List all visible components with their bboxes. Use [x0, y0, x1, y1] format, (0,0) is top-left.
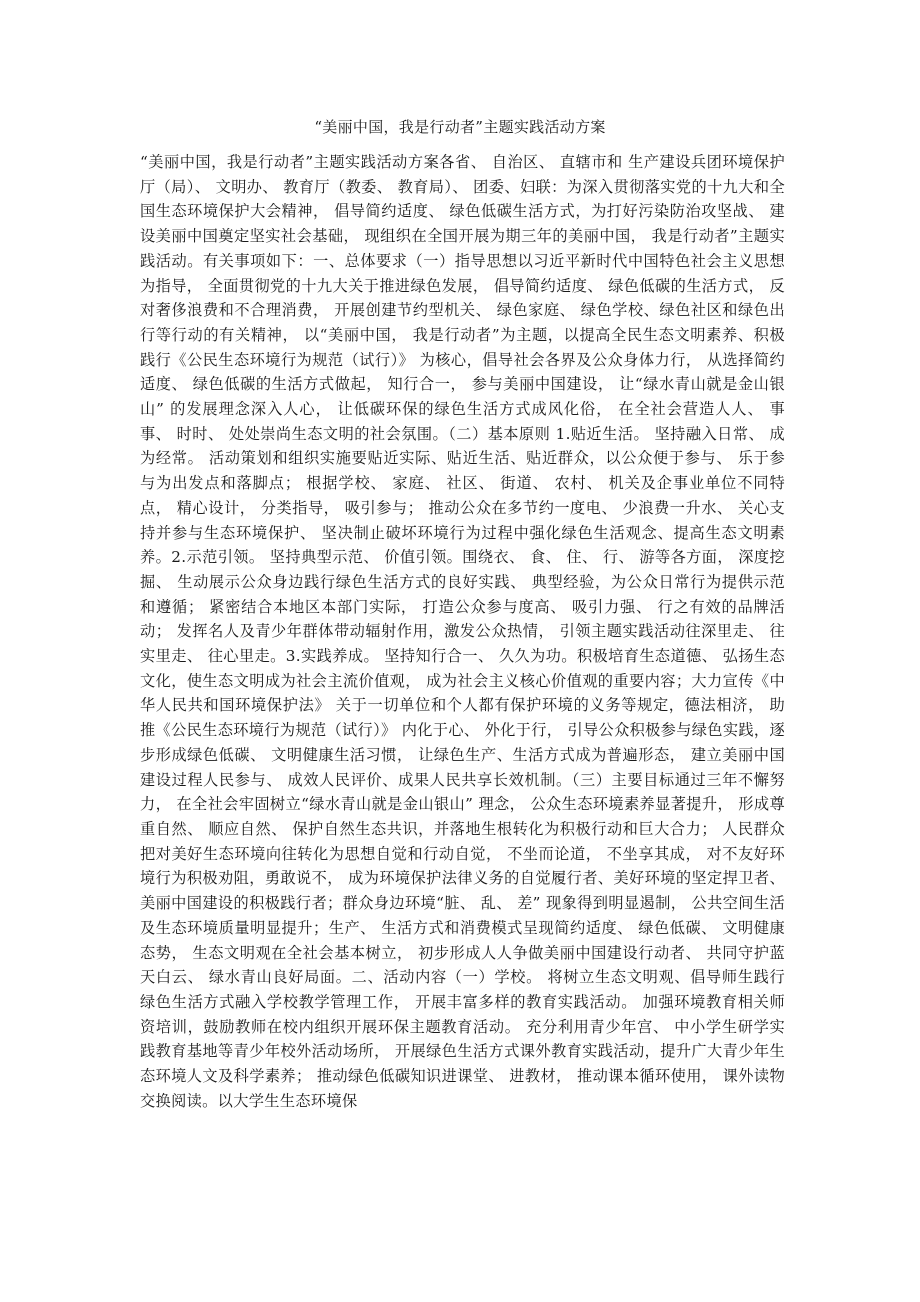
document-body-text: “美丽中国，我是行动者”主题实践活动方案各省、 自治区、 直辖市和 生产建设兵团环境保护厅（局）、 文明办、 教育厅（教委、 教育局）、 团委、妇联：为深入贯彻落实党的十九大和全国生态环境保护大会精神， 倡导简约适度、 绿色低碳生活方式，为打好污染防治攻坚战、 建设美丽中国奠定坚实社会基础， 现组织在全国开展为期三年的美丽中国， 我是行动者”主题实践活动。有关事项如下：一、总体要求（一）指导思想以习近平新时代中国特色社会主义思想为指导， 全面贯彻党的十九大关于推进绿色发展， 倡导简约适度、 绿色低碳的生活方式， 反对奢侈浪费和不合理消费， 开展创建节约型机关、 绿色家庭、 绿色学校、绿色社区和绿色出行等行动的有关精神， 以“美丽中国， 我是行动者”为主题，以提高全民生态文明素养、积极践行《公民生态环境行为规范（试行）》 为核心，倡导社会各界及公众身体力行， 从选择简约适度、 绿色低碳的生活方式做起， 知行合一， 参与美丽中国建设， 让“绿水青山就是金山银山” 的发展理念深入人心， 让低碳环保的绿色生活方式成风化俗， 在全社会营造人人、 事事、 时时、 处处崇尚生态文明的社会氛围。（二）基本原则 1.贴近生活。 坚持融入日常、 成为经常。 活动策划和组织实施要贴近实际、贴近生活、贴近群众，以公众便于参与、 乐于参与为出发点和落脚点； 根据学校、 家庭、 社区、 街道、 农村、 机关及企事业单位不同特点， 精心设计， 分类指导， 吸引参与； 推动公众在多节约一度电、 少浪费一升水、 关心支持并参与生态环境保护、 坚决制止破坏环境行为过程中强化绿色生活观念、提高生态文明素养。2.示范引领。 坚持典型示范、 价值引领。围绕衣、 食、 住、 行、 游等各方面， 深度挖掘、 生动展示公众身边践行绿色生活方式的良好实践、 典型经验，为公众日常行为提供示范和遵循； 紧密结合本地区本部门实际， 打造公众参与度高、 吸引力强、 行之有效的品牌活动； 发挥名人及青少年群体带动辐射作用，激发公众热情， 引领主题实践活动往深里走、 往实里走、 往心里走。3.实践养成。 坚持知行合一、 久久为功。积极培育生态道德、 弘扬生态文化，使生态文明成为社会主流价值观， 成为社会主义核心价值观的重要内容；大力宣传《中华人民共和国环境保护法》 关于一切单位和个人都有保护环境的义务等规定，德法相济， 助推《公民生态环境行为规范（试行）》 内化于心、 外化于行， 引导公众积极参与绿色实践，逐步形成绿色低碳、 文明健康生活习惯， 让绿色生产、生活方式成为普遍形态， 建立美丽中国建设过程人民参与、 成效人民评价、成果人民共享长效机制。（三）主要目标通过三年不懈努力， 在全社会牢固树立“绿水青山就是金山银山” 理念， 公众生态环境素养显著提升， 形成尊重自然、 顺应自然、 保护自然生态共识，并落地生根转化为积极行动和巨大合力； 人民群众把对美好生态环境向往转化为思想自觉和行动自觉， 不坐而论道， 不坐享其成， 对不友好环境行为积极劝阻，勇敢说不， 成为环境保护法律义务的自觉履行者、美好环境的坚定捍卫者、 美丽中国建设的积极践行者；群众身边环境“脏、 乱、 差” 现象得到明显遏制， 公共空间生活及生态环境质量明显提升；生产、 生活方式和消费模式呈现简约适度、 绿色低碳、 文明健康态势， 生态文明观在全社会基本树立， 初步形成人人争做美丽中国建设行动者、 共同守护蓝天白云、 绿水青山良好局面。二、活动内容（一）学校。 将树立生态文明观、倡导师生践行绿色生活方式融入学校教学管理工作， 开展丰富多样的教育实践活动。 加强环境教育相关师资培训，鼓励教师在校内组织开展环保主题教育活动。 充分利用青少年宫、 中小学生研学实践教育基地等青少年校外活动场所， 开展绿色生活方式课外教育实践活动，提升广大青少年生态环境人文及科学素养； 推动绿色低碳知识进课堂、 进教材， 推动课本循环使用， 课外读物交换阅读。以大学生生态环境保	[140, 153, 785, 1110]
document-title: “美丽中国，我是行动者”主题实践活动方案	[314, 118, 606, 136]
